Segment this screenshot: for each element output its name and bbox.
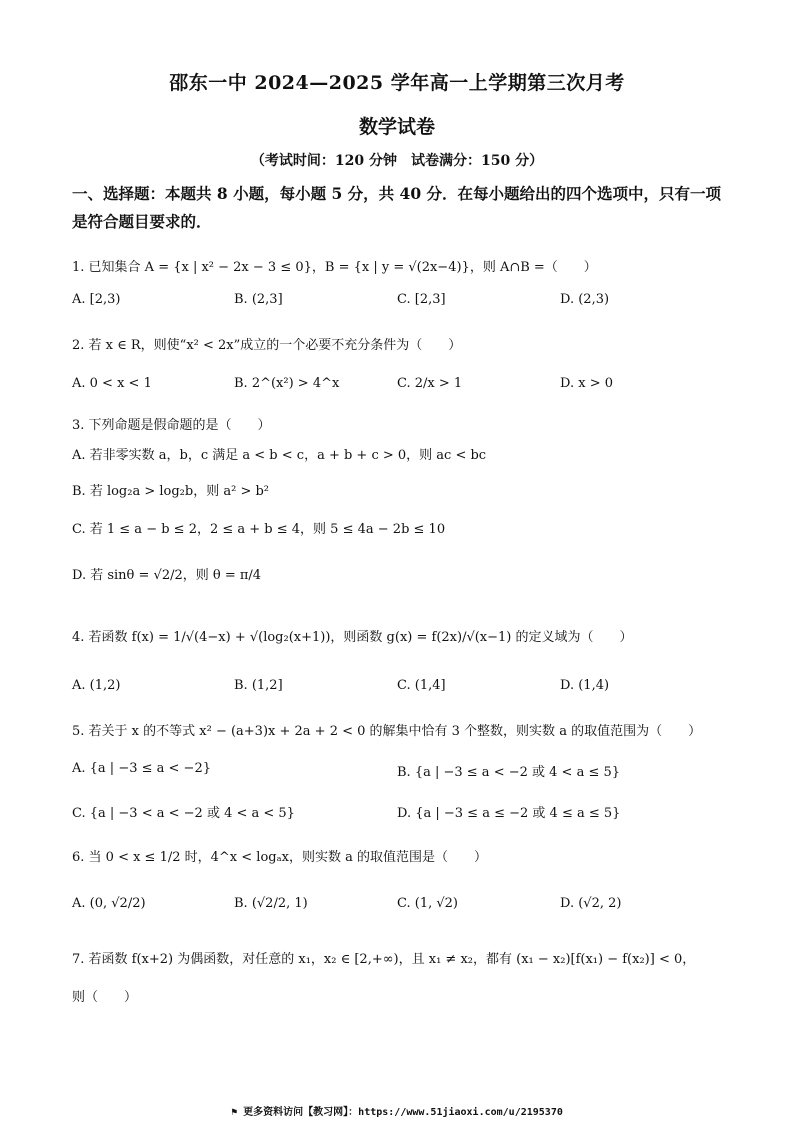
- q1-option-a: A. [2,3): [72, 292, 121, 307]
- q6-option-a: A. (0, √2/2): [72, 896, 146, 911]
- question-7-stem: 7. 若函数 f(x+2) 为偶函数，对任意的 x₁，x₂ ∈ [2,+∞)，且 x₁ ≠ x₂，都有 (x₁ − x₂)[f(x₁) − f(x₂)] < 0，: [72, 952, 696, 967]
- q6-option-d: D. (√2, 2): [560, 896, 622, 911]
- q6-option-b: B. (√2/2, 1): [234, 896, 308, 911]
- q2-option-b: B. 2^(x²) > 4^x: [234, 376, 340, 391]
- q5-option-b: B. {a | −3 ≤ a < −2 或 4 < a ≤ 5}: [397, 765, 621, 780]
- question-5-stem: 5. 若关于 x 的不等式 x² − (a+3)x + 2a + 2 < 0 的解集中恰有 3 个整数，则实数 a 的取值范围为（ ）: [72, 724, 702, 739]
- q5-option-d: D. {a | −3 ≤ a ≤ −2 或 4 ≤ a ≤ 5}: [397, 806, 621, 821]
- q2-option-a: A. 0 < x < 1: [72, 376, 152, 391]
- exam-title: 邵东一中 2024—2025 学年高一上学期第三次月考: [169, 72, 625, 94]
- q1-option-d: D. (2,3): [560, 292, 610, 307]
- question-7-stem-line2: 则（ ）: [72, 990, 138, 1005]
- q3-option-a: A. 若非零实数 a，b，c 满足 a < b < c，a + b + c > 0，则 ac < bc: [72, 448, 487, 463]
- q2-option-c: C. 2/x > 1: [397, 376, 463, 391]
- q5-option-c: C. {a | −3 < a < −2 或 4 < a < 5}: [72, 806, 295, 821]
- flag-icon: ⚑: [231, 1107, 238, 1118]
- section-heading-line2: 是符合题目要求的．: [72, 212, 212, 231]
- q3-option-b: B. 若 log₂a > log₂b，则 a² > b²: [72, 484, 269, 499]
- q3-option-d: D. 若 sinθ = √2/2，则 θ = π/4: [72, 568, 262, 583]
- q1-option-c: C. [2,3]: [397, 292, 446, 307]
- q4-option-a: A. (1,2): [72, 678, 121, 693]
- footer-link-text[interactable]: 更多资料访问【教习网】：https://www.51jiaoxi.com/u/2195370: [243, 1107, 563, 1118]
- question-3-stem: 3. 下列命题是假命题的是（ ）: [72, 418, 271, 433]
- q3-option-c: C. 若 1 ≤ a − b ≤ 2，2 ≤ a + b ≤ 4，则 5 ≤ 4a − 2b ≤ 10: [72, 522, 446, 537]
- q1-option-b: B. (2,3]: [234, 292, 283, 307]
- question-1-stem: 1. 已知集合 A = {x | x² − 2x − 3 ≤ 0}，B = {x | y = √(2x−4)}，则 A∩B =（ ）: [72, 260, 597, 275]
- exam-info: （考试时间：120 分钟 试卷满分：150 分）: [250, 153, 544, 169]
- q6-option-c: C. (1, √2): [397, 896, 458, 911]
- question-6-stem: 6. 当 0 < x ≤ 1/2 时，4^x < logₐx，则实数 a 的取值范围是（ ）: [72, 850, 487, 865]
- section-heading-line1: 一、选择题：本题共 8 小题，每小题 5 分，共 40 分．在每小题给出的四个选项中，只有一项: [72, 184, 722, 203]
- subject-title: 数学试卷: [358, 116, 435, 138]
- question-4-stem: 4. 若函数 f(x) = 1/√(4−x) + √(log₂(x+1))，则函数 g(x) = f(2x)/√(x−1) 的定义域为（ ）: [72, 630, 633, 645]
- q2-option-d: D. x > 0: [560, 376, 613, 391]
- q5-option-a: A. {a | −3 ≤ a < −2}: [72, 761, 211, 776]
- footer: [0, 1103, 794, 1118]
- q4-option-c: C. (1,4]: [397, 678, 446, 693]
- q4-option-b: B. (1,2]: [234, 678, 283, 693]
- question-2-stem: 2. 若 x ∈ R，则使“x² < 2x”成立的一个必要不充分条件为（ ）: [72, 338, 462, 353]
- q4-option-d: D. (1,4): [560, 678, 610, 693]
- section-heading: [72, 180, 732, 236]
